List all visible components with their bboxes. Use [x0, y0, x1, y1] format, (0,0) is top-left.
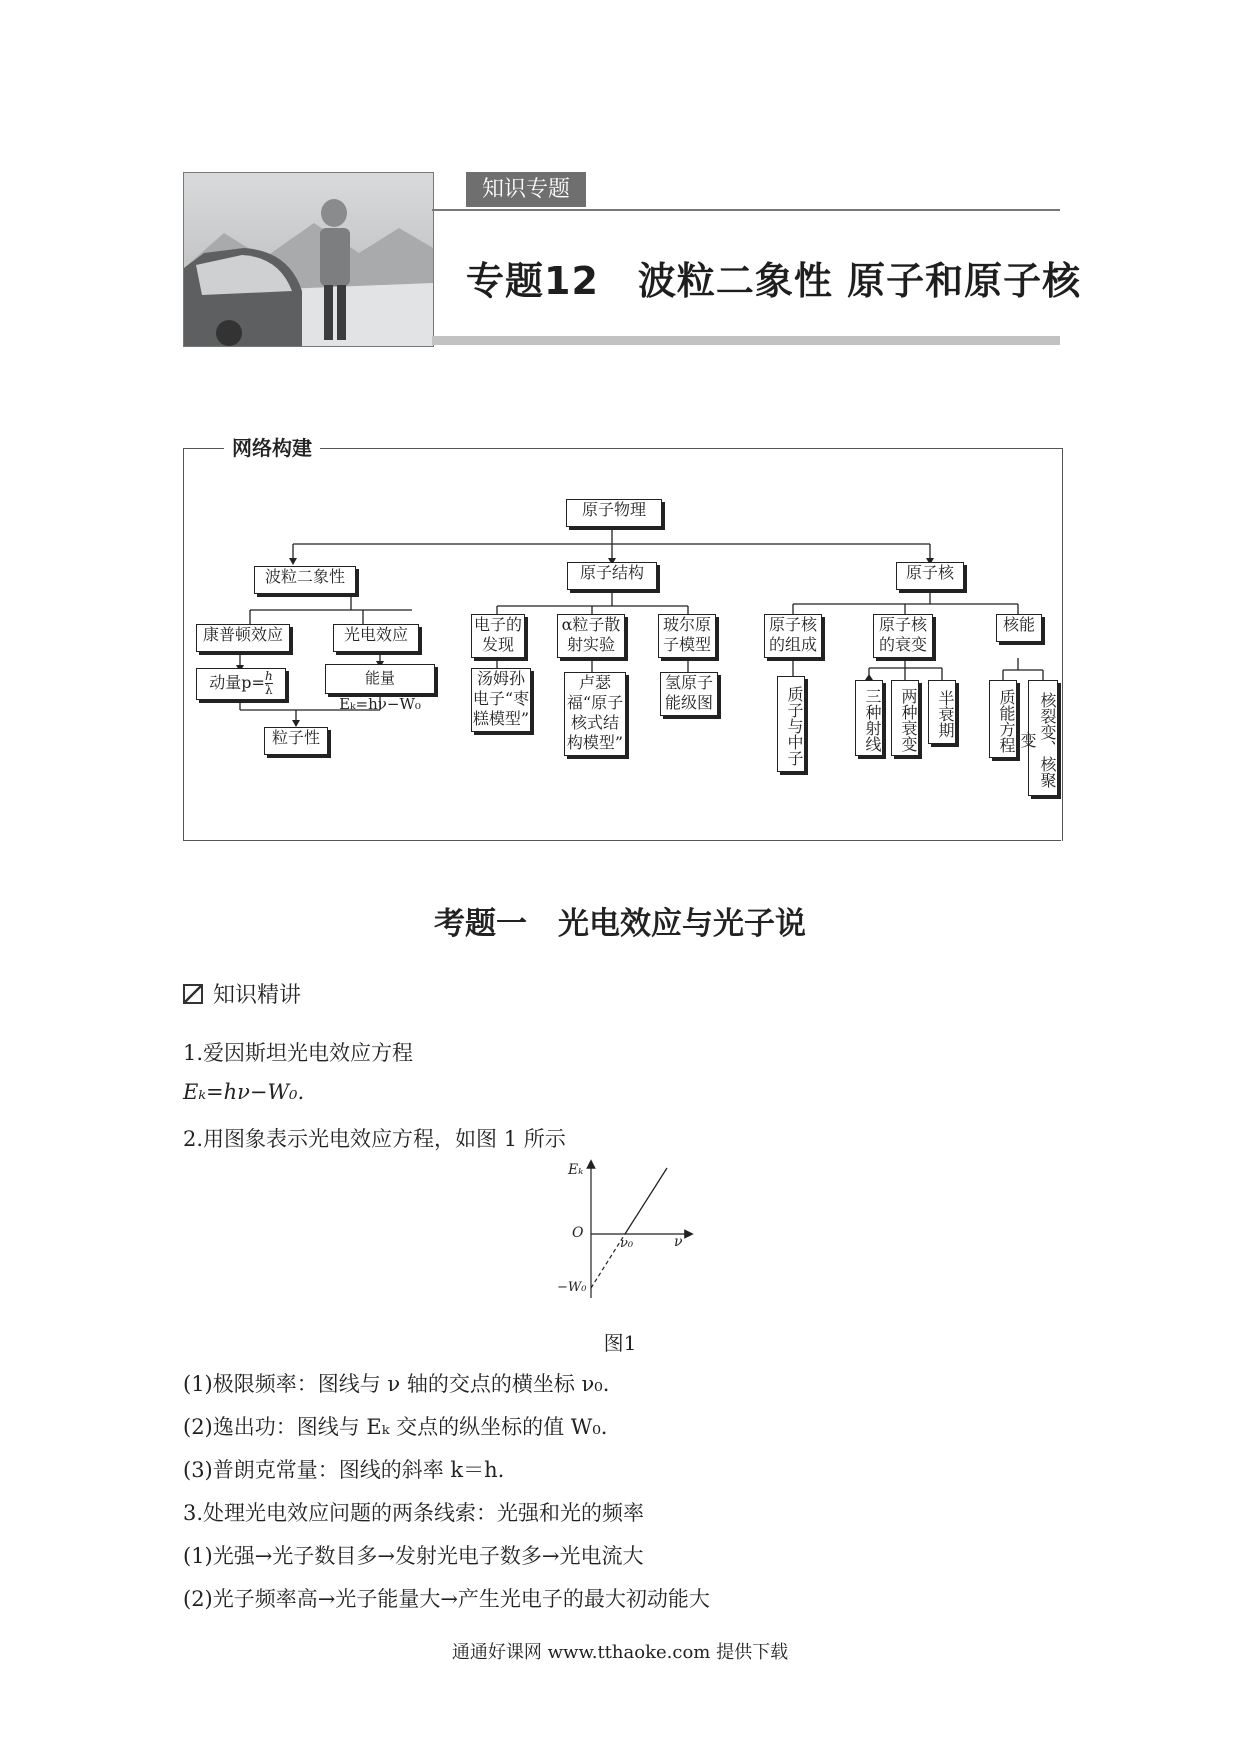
- text-line-2: Eₖ=hν−W₀.: [183, 1080, 305, 1104]
- figure-caption: 图1: [603, 1331, 637, 1355]
- y-tick-label: −W₀: [557, 1280, 587, 1295]
- text-line-9: (2)光子频率高→光子能量大→产生光电子的最大初动能大: [183, 1587, 710, 1611]
- section-heading: 知识精讲: [183, 978, 301, 1009]
- node-rutherford-model: 卢瑟福“原子核式结构模型”: [564, 672, 626, 756]
- node-thomson-model: 汤姆孙电子“枣糕模型”: [471, 668, 531, 732]
- node-nucleus: 原子核: [896, 562, 964, 590]
- node-alpha-scattering: α粒子散射实验: [557, 614, 625, 658]
- node-half-life: 半衰期: [928, 680, 956, 744]
- network-title: 网络构建: [224, 432, 320, 461]
- node-hydrogen-levels: 氢原子能级图: [660, 672, 718, 716]
- footer-text: 通通好课网 www.tthaoke.com 提供下载: [451, 1642, 789, 1663]
- node-two-decays: 两种衰变: [891, 680, 919, 756]
- text-line-5: (2)逸出功：图线与 Eₖ 交点的纵坐标的值 W₀.: [183, 1415, 608, 1439]
- node-energy: 能量Eₖ=hν−W₀: [325, 664, 435, 694]
- node-three-rays: 三种射线: [855, 680, 883, 756]
- text-line-4: (1)极限频率：图线与 ν 轴的交点的横坐标 ν₀.: [183, 1372, 610, 1396]
- text-line-7: 3.处理光电效应问题的两条线索：光强和光的频率: [183, 1501, 645, 1525]
- text-line-1: 1.爱因斯坦光电效应方程: [183, 1041, 414, 1065]
- node-proton-neutron: 质子与中子: [777, 676, 805, 772]
- text-line-6: (3)普朗克常量：图线的斜率 k＝h.: [183, 1458, 505, 1482]
- node-nucleus-composition: 原子核的组成: [764, 614, 822, 658]
- node-mass-energy: 质能方程: [989, 680, 1017, 758]
- x-axis-label: ν: [674, 1234, 683, 1250]
- node-atomic-structure: 原子结构: [567, 562, 657, 590]
- node-fission-fusion: 核裂变、核聚变: [1028, 680, 1058, 796]
- ek-line: [625, 1168, 667, 1234]
- y-axis-label: Eₖ: [568, 1162, 584, 1178]
- node-wave-particle: 波粒二象性: [254, 566, 356, 594]
- section-tag: 知识专题: [466, 172, 586, 207]
- node-photoelectric: 光电效应: [333, 624, 419, 652]
- page-title: 专题12 波粒二象性 原子和原子核: [466, 259, 1082, 303]
- section-icon: [183, 984, 203, 1004]
- node-momentum: 动量p= $\frac{h}{\lambda}$: [196, 668, 286, 700]
- origin-label: O: [572, 1225, 584, 1241]
- node-particle-nature: 粒子性: [264, 727, 328, 755]
- node-nucleus-decay: 原子核的衰变: [873, 614, 933, 658]
- node-compton: 康普顿效应: [196, 624, 290, 652]
- node-root: 原子物理: [566, 499, 662, 527]
- node-nuclear-energy: 核能: [996, 614, 1042, 642]
- x-tick-label: ν₀: [620, 1236, 634, 1251]
- node-bohr-model: 玻尔原子模型: [658, 614, 716, 658]
- text-line-8: (1)光强→光子数目多→发射光电子数多→光电流大: [183, 1544, 644, 1568]
- topic-heading: 考题一 光电效应与光子说: [434, 906, 806, 942]
- text-line-3: 2.用图象表示光电效应方程，如图 1 所示: [183, 1127, 566, 1151]
- node-electron-discovery: 电子的发现: [471, 614, 525, 658]
